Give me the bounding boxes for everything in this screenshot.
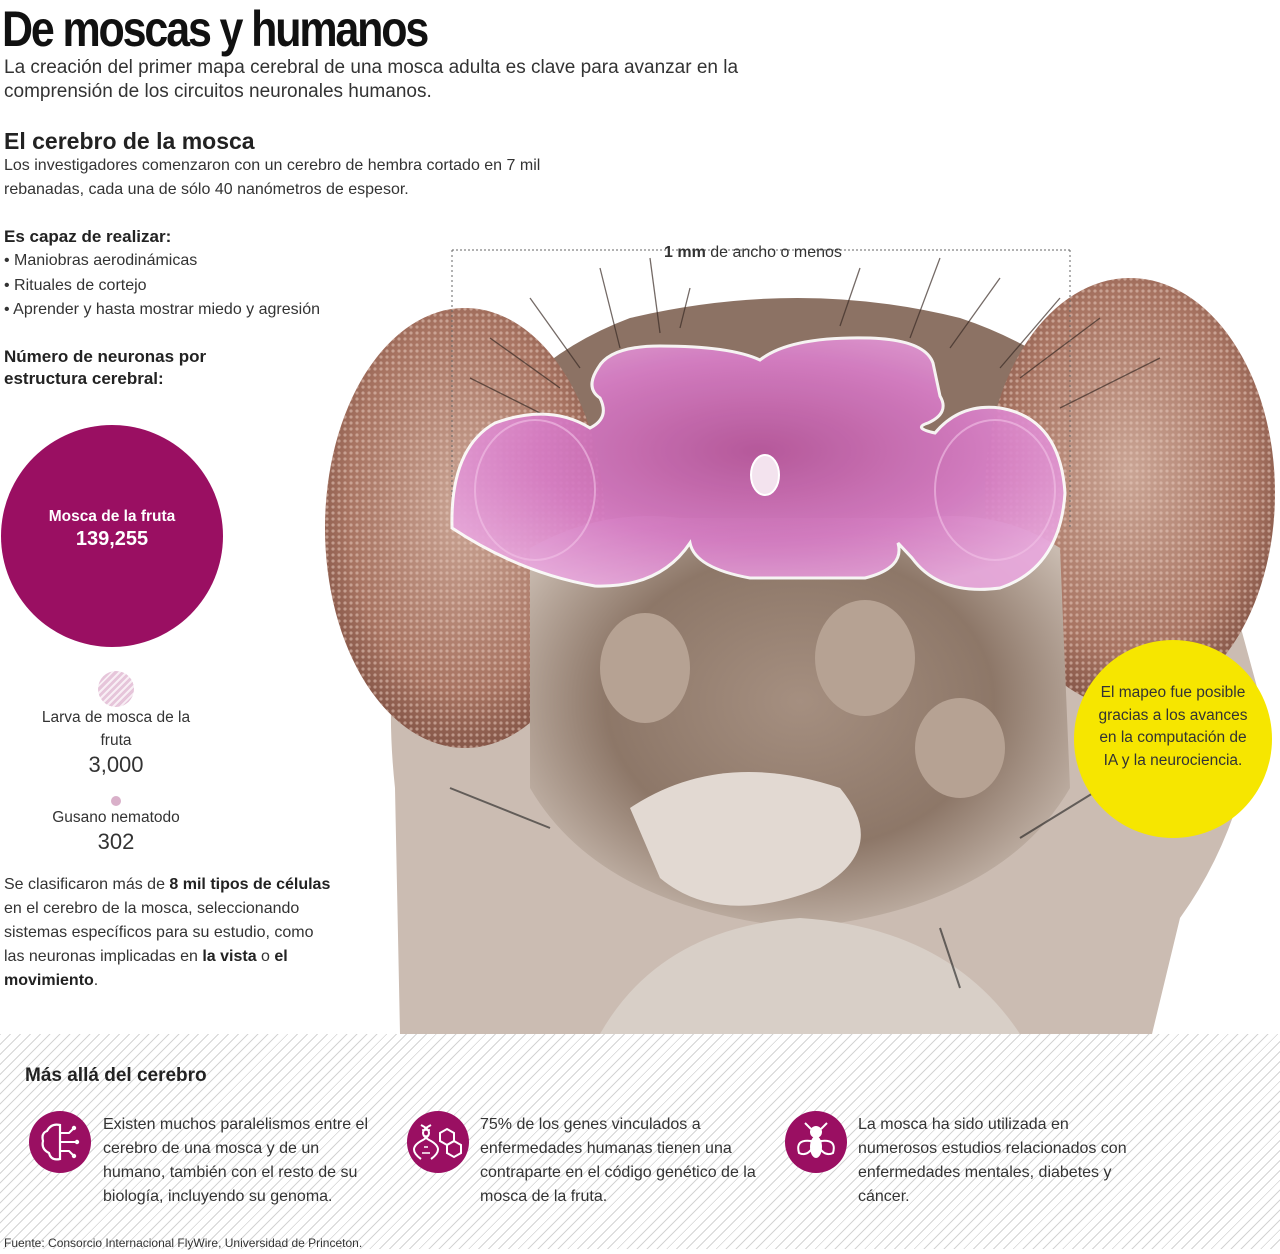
- classification-text: Se clasificaron más de 8 mil tipos de células en el cerebro de la mosca, seleccionando sistemas específicos para su estudio, como las neuronas implicadas en la vista o el movimiento.: [4, 876, 331, 989]
- callout-text: El mapeo fue posible gracias a los avances en la computación de IA y la neurociencia.: [1098, 684, 1248, 769]
- nematode-value: 302: [97, 829, 135, 854]
- list-item: • Aprender y hasta mostrar miedo y agresión: [4, 301, 320, 318]
- larva-label: Larva de mosca de la fruta: [41, 709, 191, 749]
- page-title: De moscas y humanos: [2, 1, 428, 57]
- nematode-label: Gusano nematodo: [52, 809, 180, 826]
- fly-icon: [785, 1111, 847, 1173]
- beyond-text-3: La mosca ha sido utilizada en numerosos estudios relacionados con enfermedades mentales, diabetes y cáncer.: [858, 1116, 1127, 1205]
- beyond-text-1: Existen muchos paralelismos entre el cerebro de una mosca y de un humano, también con el resto de su biología, incluyendo su genoma.: [103, 1116, 369, 1205]
- brain-text: Los investigadores comenzaron con un cerebro de hembra cortado en 7 mil rebanadas, cada una de sólo 40 nanómetros de espesor.: [4, 157, 541, 198]
- list-item: • Rituales de cortejo: [4, 276, 147, 294]
- brain-circuit-icon: [29, 1111, 91, 1173]
- brain-heading: El cerebro de la mosca: [4, 128, 255, 154]
- larva-neuron-circle: [98, 671, 134, 707]
- beyond-text-2: 75% de los genes vinculados a enfermedades humanas tienen una contraparte en el código genético de la mosca de la fruta.: [480, 1116, 756, 1205]
- measurement-label: 1 mm de ancho o menos: [664, 244, 842, 261]
- list-item: • Maniobras aerodinámicas: [4, 252, 198, 269]
- fly-head-photo: [300, 228, 1280, 1034]
- abilities-list: [4, 249, 320, 323]
- fruit-fly-neuron-circle: [1, 425, 223, 647]
- neurons-heading: Número de neuronas por estructura cerebral:: [4, 347, 207, 388]
- page-subtitle: La creación del primer mapa cerebral de una mosca adulta es clave para avanzar en la comprensión de los circuitos neuronales humanos.: [4, 57, 739, 102]
- larva-label-block: [40, 706, 192, 778]
- abilities-heading: Es capaz de realizar:: [4, 227, 172, 246]
- nematode-label-block: [26, 806, 206, 855]
- nematode-neuron-circle: [111, 796, 121, 806]
- larva-value: 3,000: [88, 752, 144, 777]
- callout-circle: [1074, 640, 1272, 838]
- beyond-heading: Más allá del cerebro: [25, 1065, 207, 1086]
- fruit-fly-value: 139,255: [75, 528, 149, 550]
- dna-molecule-icon: [407, 1111, 469, 1173]
- fruit-fly-label: Mosca de la fruta: [48, 508, 176, 525]
- source-note: Fuente: Consorcio Internacional FlyWire, Universidad de Princeton.: [4, 1236, 363, 1250]
